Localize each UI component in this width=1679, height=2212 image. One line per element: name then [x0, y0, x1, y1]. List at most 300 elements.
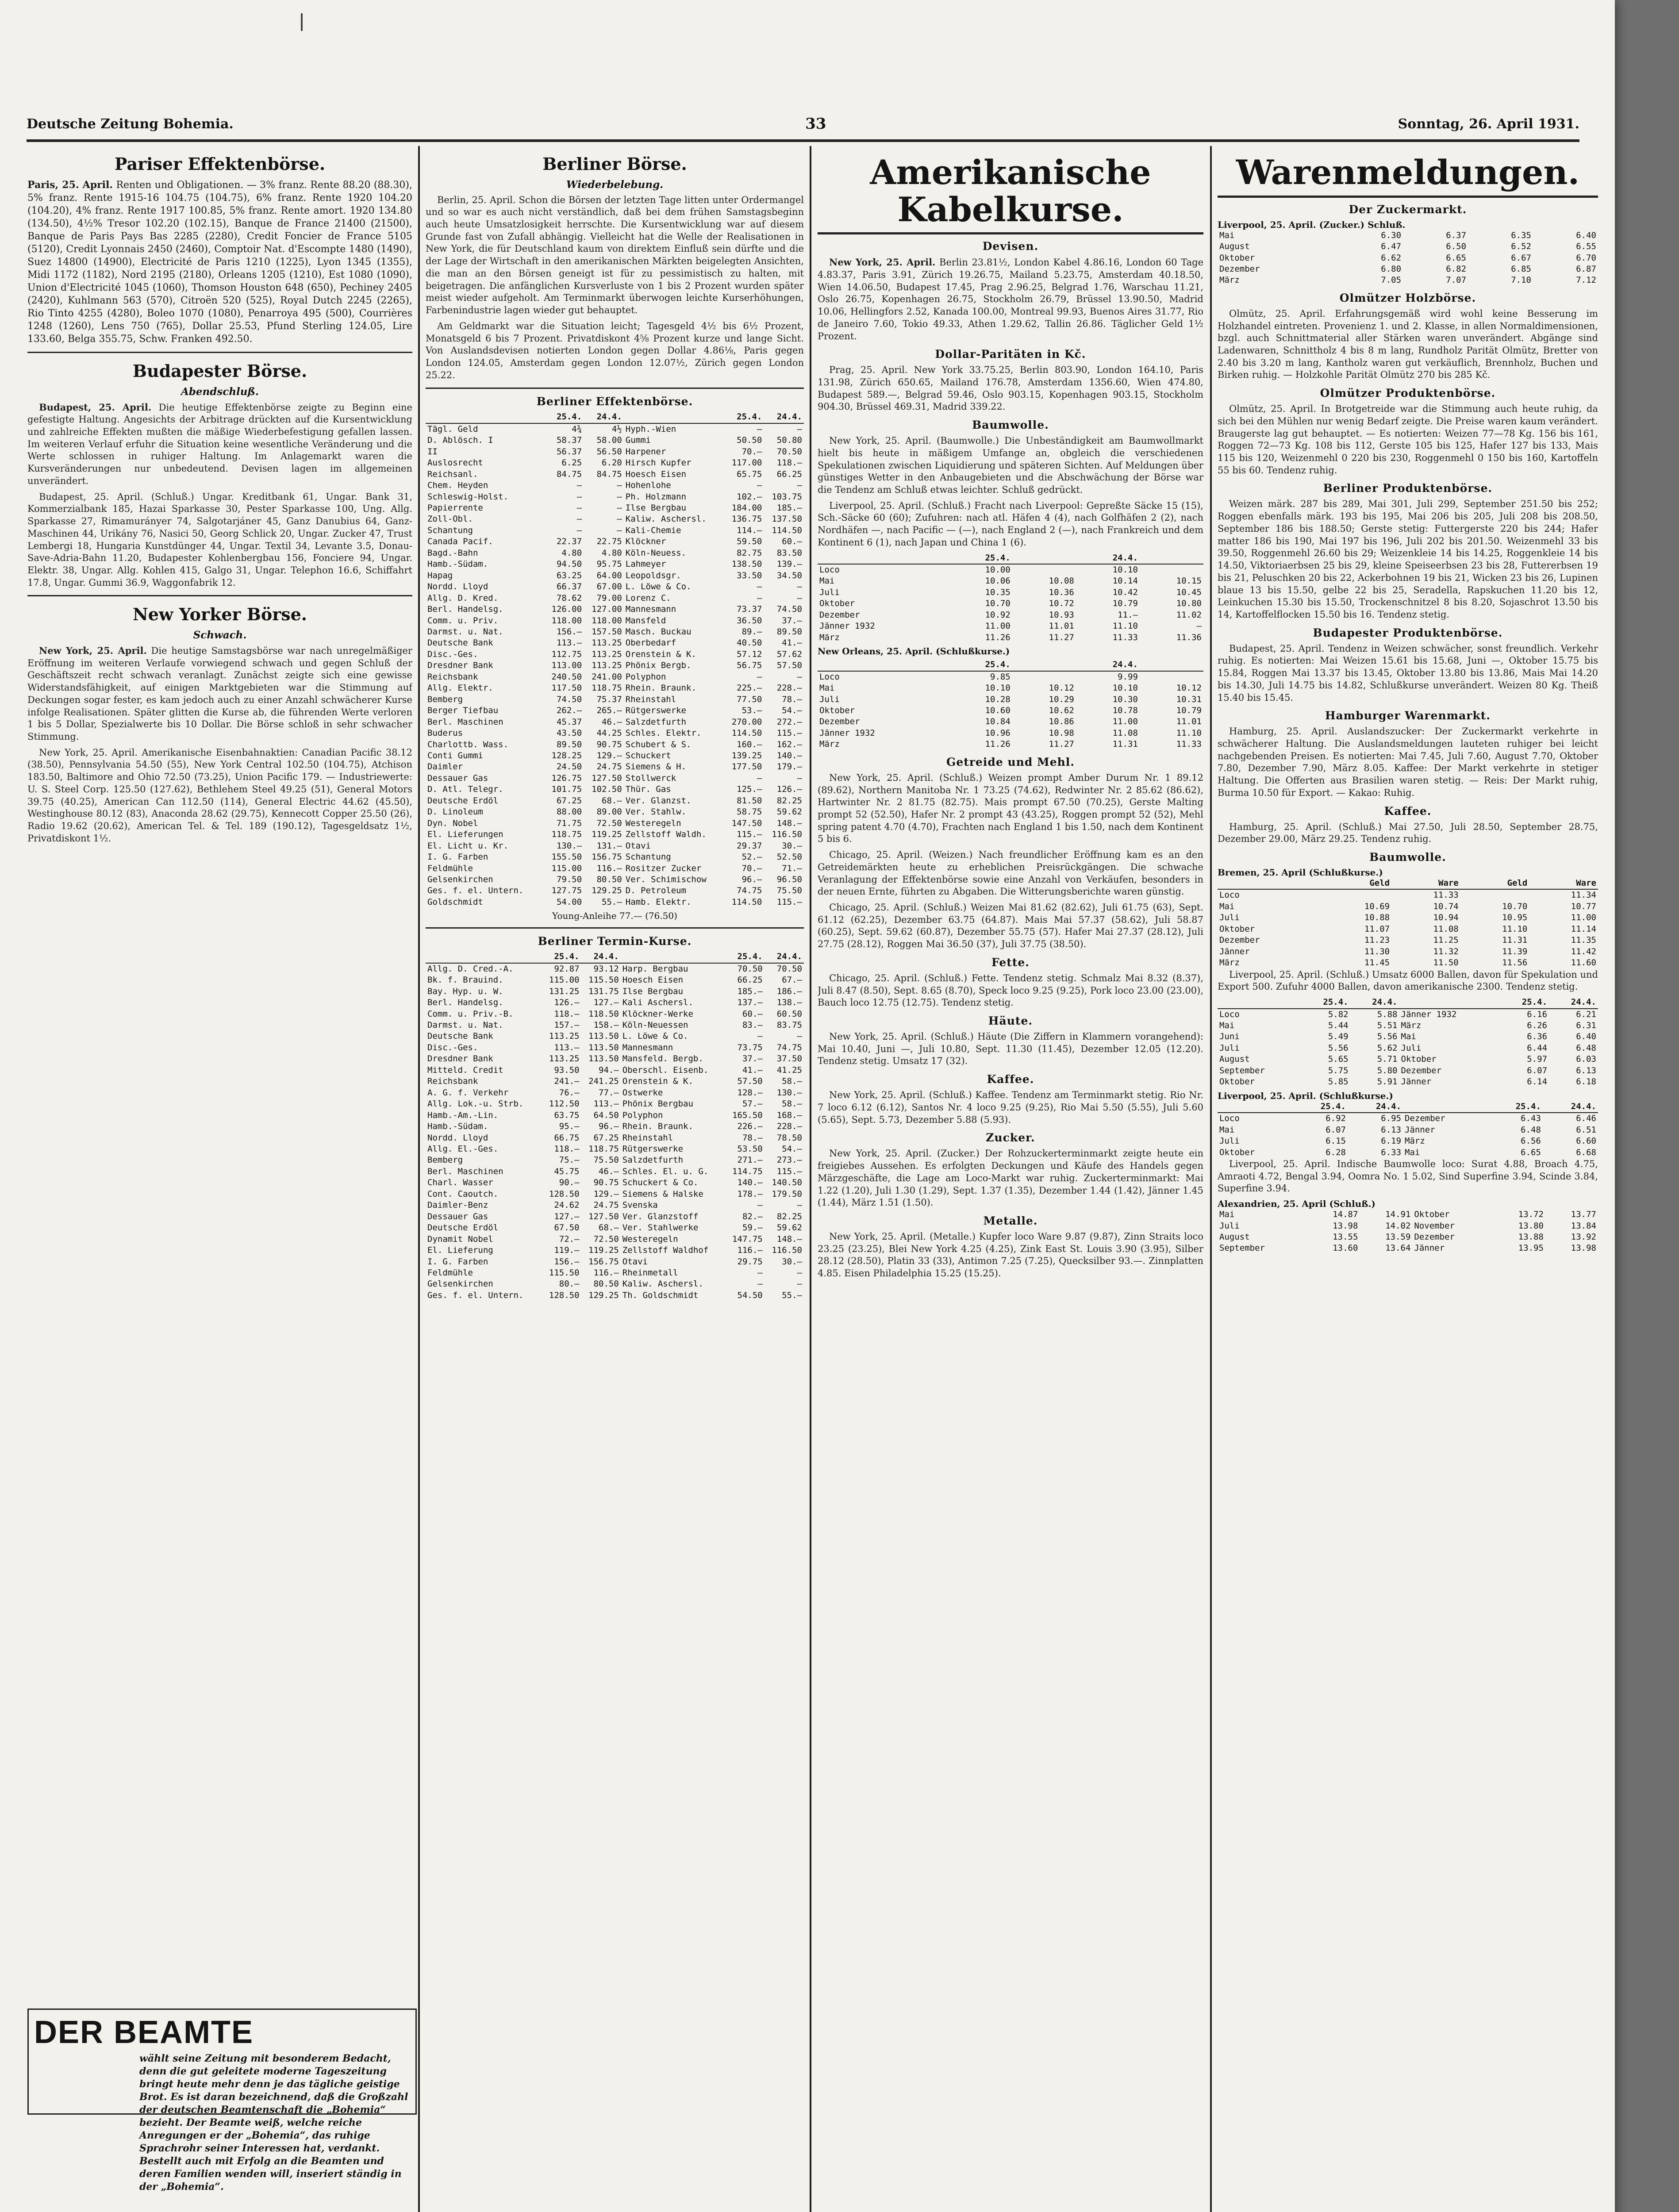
table-cell: Oberschl. Eisenb.: [622, 1065, 709, 1075]
table-cell: 6.43: [1521, 1114, 1541, 1124]
table-row: [426, 1042, 804, 1053]
table-cell: Hamb. Elektr.: [625, 897, 692, 907]
budapest-produce-title: Budapester Produktenbörse.: [1313, 626, 1503, 639]
table-cell: [1140, 564, 1203, 576]
table-cell: 126.00: [551, 604, 582, 614]
table-cell: 5.65: [1328, 1054, 1349, 1064]
table-body: [1218, 230, 1598, 286]
table-cell: 11.02: [1176, 610, 1202, 620]
table-row: [818, 683, 1203, 694]
table-cell: 115.50: [549, 1268, 580, 1278]
table-cell: März: [1401, 1020, 1422, 1030]
table-cell: 114.50: [731, 897, 762, 907]
table-cell: 10.62: [1049, 706, 1074, 715]
table-cell: 11.34: [1571, 890, 1596, 900]
table-cell: 272.—: [776, 717, 802, 727]
table-row: [426, 1053, 804, 1064]
table-cell: 118.—: [554, 1009, 580, 1019]
table-cell: 83.50: [776, 548, 802, 558]
hamburg-market-report: Hamburg, 25. April. Auslandszucker: Der Zuckermarkt verkehrte in schwächerer Haltung. Die Auslandsmeldungen lauteten ruhiger bei leicht nachgebenden Preisen. Es notierten: Mai 7.45, Juli 7.60, August 7.70, Oktober 7.80, Dezember 7.90, März 8.05. Kaffee: Der Markt verkehrte in stetiger Haltung. Die Offerten aus Brasilien waren stetig. — Reis: Der Markt ruhig, Burma 10.50 für Export. — Kakao: Ruhig.: [1218, 726, 1598, 798]
table-cell: 6.92: [1326, 1114, 1346, 1124]
table-cell: —: [797, 1200, 802, 1210]
table-cell: 4.80: [602, 548, 622, 558]
table-cell: 115.00: [551, 863, 582, 873]
table-cell: 158.—: [593, 1020, 619, 1030]
table-cell: 112.75: [551, 649, 582, 659]
table-cell: 10.95: [1502, 913, 1528, 923]
table-cell: —: [797, 480, 802, 491]
table-cell: 6.18: [1576, 1077, 1596, 1087]
table-row: [426, 1245, 804, 1256]
column-header: [1218, 997, 1301, 1008]
table-cell: —: [757, 480, 762, 491]
section-title-commodities: Warenmeldungen.: [1218, 154, 1598, 198]
table-row: [818, 598, 1203, 609]
table-cell: Jänner 1932: [819, 621, 875, 631]
table-cell: 60.—: [782, 537, 802, 547]
table-cell: 241.—: [554, 1076, 580, 1087]
column-header: 25.4.: [725, 951, 765, 963]
table-row: [426, 874, 804, 885]
table-cell: Thür. Gas: [625, 784, 671, 795]
table-cell: 6.95: [1381, 1114, 1402, 1124]
table-cell: Rütgerswerke: [625, 706, 687, 716]
table-cell: 41.—: [742, 1065, 763, 1075]
table-cell: 11.36: [1176, 632, 1202, 642]
table-cell: 67.50: [554, 1223, 580, 1233]
table-cell: 57.62: [776, 649, 802, 659]
table-cell: 6.37: [1446, 230, 1467, 240]
table-cell: Allg. D. Cred.-A.: [427, 964, 514, 974]
table-cell: 118.75: [551, 830, 582, 840]
table-cell: 129.25: [592, 886, 622, 896]
coffee-title: Kaffee.: [987, 1073, 1034, 1086]
table-cell: —: [757, 582, 762, 592]
table-cell: 81.50: [737, 795, 762, 806]
column-header: 25.4.: [949, 553, 1012, 564]
table-cell: 177.50: [731, 762, 762, 772]
table-cell: Hirsch Kupfer: [625, 458, 692, 468]
table-cell: 29.37: [737, 841, 762, 851]
newyork-subtitle: Schwach.: [193, 629, 247, 641]
olmuetz-produce-title: Olmützer Produktenbörse.: [1320, 387, 1496, 400]
table-cell: 10.79: [1176, 706, 1202, 715]
table-cell: 34.50: [776, 570, 802, 580]
table-cell: 6.14: [1527, 1077, 1548, 1087]
table-cell: 52.50: [776, 852, 802, 862]
table-cell: El. Lieferungen: [427, 830, 503, 840]
table-cell: 5.51: [1377, 1020, 1398, 1030]
table-cell: 11.27: [1049, 632, 1074, 642]
table-cell: Comm. u. Priv.: [427, 615, 499, 626]
table-cell: 58.37: [556, 435, 582, 445]
table-cell: Juli: [1401, 1043, 1422, 1053]
column-header: [624, 411, 724, 423]
table-cell: 6.82: [1446, 264, 1467, 274]
table-cell: 68.—: [602, 795, 622, 806]
table-cell: Dessauer Gas: [427, 773, 488, 783]
table-cell: Oktober: [1219, 253, 1255, 263]
table-cell: Leopoldsgr.: [625, 570, 681, 580]
table-cell: II: [427, 446, 438, 457]
table-cell: 54.—: [782, 1144, 802, 1154]
table-cell: 137.—: [737, 998, 763, 1008]
table-cell: Salzdetfurth: [625, 717, 687, 727]
table-cell: 74.75: [737, 886, 762, 896]
table-cell: —: [757, 1279, 763, 1289]
table-row: [1218, 253, 1598, 264]
table-cell: 10.94: [1433, 913, 1459, 923]
table-row: [426, 784, 804, 795]
table-cell: Juli: [819, 587, 840, 597]
section-title-berlin-effekten: Berliner Effektenbörse.: [536, 395, 693, 408]
table-cell: 131.25: [549, 986, 580, 996]
table-cell: 155.50: [551, 852, 582, 862]
liverpool-freight: Liverpool, 25. April. (Schluß.) Fracht nach Liverpool: Gepreßte Säcke 15 (15), Sch.-Säcke 60 (60); Zufuhren: nach atl. Häfen 4 (4), nach Golfhäfen 2 (2), nach Nordhäfen —, nach Pacific — (—), nach England 2 (—), nach Frankreich und dem Kontinent 6 (1), nach Japan und China 1 (6).: [818, 500, 1203, 548]
table-cell: 138.50: [731, 559, 762, 569]
table-row: [426, 1200, 804, 1211]
column-header: 24.4.: [765, 951, 804, 963]
table-cell: Harpener: [625, 446, 666, 457]
table-cell: 54.—: [782, 706, 802, 716]
table-cell: Hapag: [427, 570, 453, 580]
table-cell: Oktober: [1219, 1077, 1255, 1087]
table-cell: November: [1414, 1221, 1455, 1231]
table-cell: Westeregeln: [622, 1234, 678, 1244]
grain-title: Getreide und Mehl.: [946, 755, 1075, 768]
divider: [27, 595, 412, 596]
table-cell: 115.50: [588, 975, 619, 985]
table-cell: 5.80: [1377, 1065, 1398, 1075]
table-cell: 129.25: [588, 1290, 619, 1300]
table-cell: Rhein. Braunk.: [622, 1121, 693, 1132]
table-cell: 4¾: [572, 424, 582, 434]
table-row: [1218, 1125, 1598, 1136]
table-cell: 11.14: [1571, 924, 1596, 934]
table-row: [426, 1020, 804, 1031]
table-cell: 113.25: [592, 649, 622, 659]
table-cell: 116.—: [596, 863, 622, 873]
table-body: [426, 963, 804, 1302]
table-row: [426, 841, 804, 852]
table-cell: Westeregeln: [625, 818, 681, 828]
table-cell: 139.—: [776, 559, 802, 569]
budapest-produce-report: Budapest, 25. April. Tendenz in Weizen schwächer, sonst freundlich. Verkehr ruhig. Es notierten: Mai Weizen 15.61 bis 15.68, Juni —, Oktober 15.75 bis 15.84, Roggen Mai 13.37 bis 13.45, Oktober 13.80 bis 13.86, Mais Mai 14.20 bis 14.30, Juli 14.75 bis 14.82, Schlußkurse unverändert. Weizen 80 Kg. Theiß 15.40 bis 15.45.: [1218, 643, 1598, 703]
table-cell: —: [617, 480, 622, 491]
table-cell: 140.50: [772, 1178, 802, 1188]
table-cell: 112.50: [549, 1099, 580, 1109]
table-row: [426, 615, 804, 626]
section-title-newyork: New Yorker Börse.: [132, 604, 307, 625]
table-cell: 82.25: [776, 1211, 802, 1221]
table-cell: 36.50: [737, 615, 762, 626]
table-row: [426, 649, 804, 660]
table-row: [1218, 230, 1598, 241]
table-row: [426, 863, 804, 874]
table-cell: 84.75: [596, 469, 622, 479]
table-cell: 10.45: [1176, 587, 1202, 597]
table-row: [1218, 275, 1598, 286]
table-cell: 93.12: [593, 964, 619, 974]
liverpool-cotton-report: Liverpool, 25. April. (Schluß.) Umsatz 6000 Ballen, davon für Spekulation und Export 500. Zufuhr 4000 Ballen, davon amerikanische 2300. Tendenz stetig.: [1218, 969, 1598, 992]
table-cell: Deutsche Erdöl: [427, 1223, 499, 1233]
table-cell: 6.44: [1527, 1043, 1548, 1053]
table-cell: Hohenlohe: [625, 480, 671, 491]
table-cell: 94.—: [599, 1065, 619, 1075]
table-cell: Th. Goldschmidt: [622, 1290, 699, 1300]
table-cell: Ver. Stahlw.: [625, 807, 687, 817]
table-cell: 6.67: [1511, 253, 1531, 263]
table-cell: 228.—: [776, 683, 802, 693]
table-row: [426, 1234, 804, 1245]
table-cell: 37.50: [776, 1054, 802, 1064]
table-body: [818, 564, 1203, 643]
table-cell: A. G. f. Verkehr: [427, 1087, 509, 1098]
table-cell: Oktober: [1219, 924, 1255, 934]
table-cell: 113.25: [592, 661, 622, 671]
table-cell: 58.00: [596, 435, 622, 445]
table-cell: 11.31: [1502, 935, 1528, 945]
table-cell: 116.50: [772, 1245, 802, 1256]
divider: [27, 352, 412, 353]
table-cell: 115.—: [776, 897, 802, 907]
table-cell: 79.00: [596, 593, 622, 603]
table-cell: Allg. Lok.-u. Strb.: [427, 1099, 524, 1109]
table-row: [426, 1267, 804, 1279]
table-cell: —: [576, 525, 582, 535]
table-cell: Oktober: [1219, 1147, 1255, 1157]
table-header: [426, 951, 804, 963]
table-cell: Mai: [1401, 1032, 1416, 1042]
table-cell: 6.46: [1576, 1114, 1596, 1124]
table-cell: 157.—: [554, 1020, 580, 1030]
table-cell: 13.92: [1571, 1232, 1596, 1242]
table-cell: 71.75: [556, 818, 582, 828]
table-cell: 90.—: [559, 1178, 580, 1188]
column-header: 24.4.: [584, 411, 624, 423]
table-cell: Köln-Neuessen: [622, 1020, 688, 1030]
table-cell: 184.00: [731, 503, 762, 513]
table-header: [1218, 997, 1598, 1008]
table-cell: Berl. Handelsg.: [427, 998, 503, 1008]
issue-date: Sonntag, 26. April 1931.: [1398, 116, 1579, 132]
table-cell: 6.07: [1527, 1065, 1548, 1075]
table-cell: 75.50: [776, 886, 802, 896]
table-row: [818, 621, 1203, 632]
table-cell: —: [576, 503, 582, 513]
budapest-subtitle: Abendschluß.: [181, 385, 259, 398]
table-row: [1218, 889, 1598, 901]
table-cell: 10.70: [985, 599, 1010, 609]
table-cell: September: [1219, 1065, 1265, 1075]
table-cell: Rositzer Zucker: [625, 863, 702, 873]
table-row: [426, 1166, 804, 1177]
table-header: [818, 659, 1203, 671]
table-cell: 160.—: [737, 739, 762, 749]
table-cell: Lorenz C.: [625, 593, 671, 603]
dollar-parity-title: Dollar-Paritäten in Kč.: [935, 348, 1086, 361]
table-cell: 83.—: [742, 1020, 763, 1030]
table-cell: 74.75: [776, 1042, 802, 1052]
column-header: [426, 951, 542, 963]
bremen-dateline: Bremen, 25. April (Schlußkurse.): [1218, 867, 1383, 878]
table-cell: 5.82: [1328, 1009, 1349, 1019]
new-orleans-cotton-table: [818, 659, 1203, 750]
table-cell: 6.28: [1326, 1147, 1346, 1157]
table-cell: 10.06: [985, 576, 1010, 586]
table-cell: L. Löwe & Co.: [622, 1031, 688, 1041]
table-cell: 11.56: [1502, 958, 1528, 968]
hamburg-market-title: Hamburger Warenmarkt.: [1325, 709, 1491, 722]
table-cell: Orenstein & K.: [622, 1076, 693, 1087]
table-cell: Juni: [1219, 1032, 1240, 1042]
table-cell: 11.39: [1502, 946, 1528, 956]
table-cell: Schles. Elektr.: [625, 728, 702, 738]
table-cell: Hoesch Eisen: [625, 469, 687, 479]
ny-cotton-table: [818, 553, 1203, 644]
table-cell: 11.33: [1433, 890, 1459, 900]
table-cell: 6.20: [602, 458, 622, 468]
table-cell: 78.—: [782, 694, 802, 704]
metals-title: Metalle.: [983, 1214, 1038, 1227]
table-cell: 241.00: [592, 672, 622, 682]
table-cell: Rheinmetall: [622, 1268, 678, 1278]
table-cell: —: [1196, 621, 1202, 631]
table-cell: 10.10: [1112, 683, 1138, 693]
table-cell: 13.98: [1333, 1221, 1358, 1231]
table-cell: 11.25: [1433, 935, 1459, 945]
table-cell: Deutsche Bank: [427, 1031, 493, 1041]
table-row: [426, 683, 804, 694]
table-row: [818, 739, 1203, 750]
newyork-quotes: New York, 25. April. Amerikanische Eisenbahnaktien: Canadian Pacific 38.12 (38.50), Pennsylvania 54.50 (55), New York Central 102.50 (104.75), Atchison 183.50, Baltimore and Ohio 72.50 (73.25), Union Pacific 179. — Industriewerte: U. S. Steel Corp. 125.50 (127.62), Bethlehem Steel 49.25 (51), General Motors 39.75 (40.25), American Can 112.50 (114), General Electric 44.62 (45.50), Westinghouse 80.12 (83), Anaconda 28.62 (29.75), Kennecott Copper 25.50 (26), Radio 19.62 (20.62), American Tel. & Tel. 189 (190.12), Tagesgeldsatz 1½, Privatdiskont 1½.: [27, 747, 412, 844]
table-cell: [1012, 564, 1076, 576]
table-cell: Klöckner-Werke: [622, 1009, 693, 1019]
column-rule: [1210, 146, 1212, 2212]
table-cell: Mai: [819, 576, 835, 586]
table-cell: 6.80: [1381, 264, 1402, 274]
table-cell: El. Licht u. Kr.: [427, 841, 509, 851]
table-cell: Ph. Holzmann: [625, 492, 687, 502]
table-cell: 10.96: [985, 728, 1010, 738]
table-cell: 22.37: [556, 537, 582, 547]
table-row: [426, 975, 804, 986]
table-cell: Dessauer Gas: [427, 1211, 488, 1221]
table-row: [1218, 1031, 1598, 1042]
berlin-produce-title: Berliner Produktenbörse.: [1323, 482, 1493, 495]
table-cell: Dezember: [1219, 935, 1260, 945]
table-cell: 5.97: [1527, 1054, 1548, 1064]
table-cell: 73.75: [737, 1042, 763, 1052]
table-cell: 129.—: [593, 1189, 619, 1199]
table-cell: Darmst. u. Nat.: [427, 1020, 503, 1030]
table-cell: 6.70: [1576, 253, 1596, 263]
table-row: [426, 1065, 804, 1076]
table-cell: I. G. Farben: [427, 1256, 488, 1267]
table-cell: Ostwerke: [622, 1087, 663, 1098]
table-row: [1218, 1209, 1598, 1220]
table-cell: 5.85: [1328, 1077, 1349, 1087]
newyork-report: [27, 645, 412, 743]
table-cell: 58.—: [782, 1076, 802, 1087]
table-cell: 11.08: [1433, 924, 1459, 934]
table-cell: 24.62: [554, 1200, 580, 1210]
table-row: [426, 806, 804, 818]
table-cell: 78.—: [742, 1133, 763, 1143]
table-row: [1218, 901, 1598, 912]
olmuetz-produce-report: Olmütz, 25. April. In Brotgetreide war die Stimmung auch heute ruhig, da sich bei den Mühlen nur wenig Bedarf zeigte. Die Preise waren kaum verändert. Braugerste lag gut behauptet. — Es notierten: Weizen 77—78 Kg. 156 bis 161, Roggen 72—73 Kg. 108 bis 112, Gerste 105 bis 125, Hafer 127 bis 133, Mais 115 bis 120, Weizenmehl 0 220 bis 230, Roggenmehl 0 150 bis 160, Kartoffeln 55 bis 60. Tendenz ruhig.: [1218, 403, 1598, 476]
table-cell: 10.10: [985, 683, 1010, 693]
table-row: [426, 492, 804, 503]
table-cell: 6.51: [1576, 1125, 1596, 1135]
table-cell: 11.31: [1112, 739, 1138, 749]
table-cell: —: [576, 514, 582, 524]
table-cell: Dezember: [1401, 1065, 1442, 1075]
table-row: [426, 457, 804, 469]
table-row: [818, 716, 1203, 727]
table-cell: Ver. Glanzst.: [625, 795, 692, 806]
table-cell: 89.00: [596, 807, 622, 817]
table-row: [426, 1031, 804, 1042]
table-row: [426, 1177, 804, 1188]
table-cell: 84.75: [556, 469, 582, 479]
table-cell: Hoesch Eisen: [622, 975, 684, 985]
grain-quotes-chicago: Chicago, 25. April. (Schluß.) Weizen Mai 81.62 (82.62), Juli 61.75 (63), Sept. 61.12 (62.25), Dezember 63.75 (64.87). Mais Mai 57.37 (58.62), Juli 58.87 (60.25), Sept. 59.62 (60.87), Dezember 55.75 (57). Hafer Mai 27.37 (28.12), Juli 27.75 (28.12), Roggen Mai 36.50 (37), Juli 37.75 (38.50).: [818, 902, 1203, 950]
hamburg-coffee-report: Hamburg, 25. April. (Schluß.) Mai 27.50, Juli 28.50, September 28.75, Dezember 29.00, März 29.25. Tendenz ruhig.: [1218, 821, 1598, 845]
table-cell: August: [1219, 1054, 1250, 1064]
table-row: [426, 435, 804, 446]
berlin-effekten-table: [426, 411, 804, 908]
table-cell: Schantung: [625, 852, 671, 862]
newspaper-name: Deutsche Zeitung Bohemia.: [27, 116, 234, 132]
table-cell: 14.87: [1333, 1210, 1358, 1220]
table-cell: 11.01: [1049, 621, 1074, 631]
cotton-title: Baumwolle.: [972, 419, 1049, 432]
table-cell: 11.26: [985, 632, 1010, 642]
table-cell: 64.50: [593, 1110, 619, 1120]
table-cell: 5.62: [1377, 1043, 1398, 1053]
table-cell: Schubert & S.: [625, 739, 692, 749]
table-cell: 128.50: [549, 1189, 580, 1199]
table-row: [426, 672, 804, 683]
table-cell: 90.75: [593, 1178, 619, 1188]
table-cell: D. Petroleum: [625, 886, 687, 896]
table-cell: 11.10: [1502, 924, 1528, 934]
table-cell: 118.75: [592, 683, 622, 693]
column-header: [1012, 553, 1076, 564]
table-cell: 41.25: [776, 1065, 802, 1075]
table-cell: Phönix Bergbau: [622, 1099, 693, 1109]
table-cell: 6.31: [1576, 1020, 1596, 1030]
table-cell: 74.50: [556, 694, 582, 704]
table-cell: 70.—: [742, 446, 762, 457]
table-cell: Siemens & H.: [625, 762, 687, 772]
table-cell: 24.75: [593, 1200, 619, 1210]
table-cell: 52.—: [742, 852, 762, 862]
table-cell: Ver. Schimischow: [625, 874, 707, 884]
table-cell: Auslosrecht: [427, 458, 483, 468]
table-row: [426, 986, 804, 997]
table-cell: 55.—: [602, 897, 622, 907]
table-cell: Mannesmann: [622, 1042, 673, 1052]
olmuetz-wood-title: Olmützer Holzbörse.: [1339, 291, 1476, 304]
table-cell: Ilse Bergbau: [625, 503, 687, 513]
table-cell: Ges. f. el. Untern.: [427, 1290, 524, 1300]
column-header: 25.4.: [724, 411, 764, 423]
column-header: [426, 411, 544, 423]
sugar-title: Zucker.: [986, 1131, 1035, 1144]
table-cell: Dezember: [1219, 264, 1260, 274]
